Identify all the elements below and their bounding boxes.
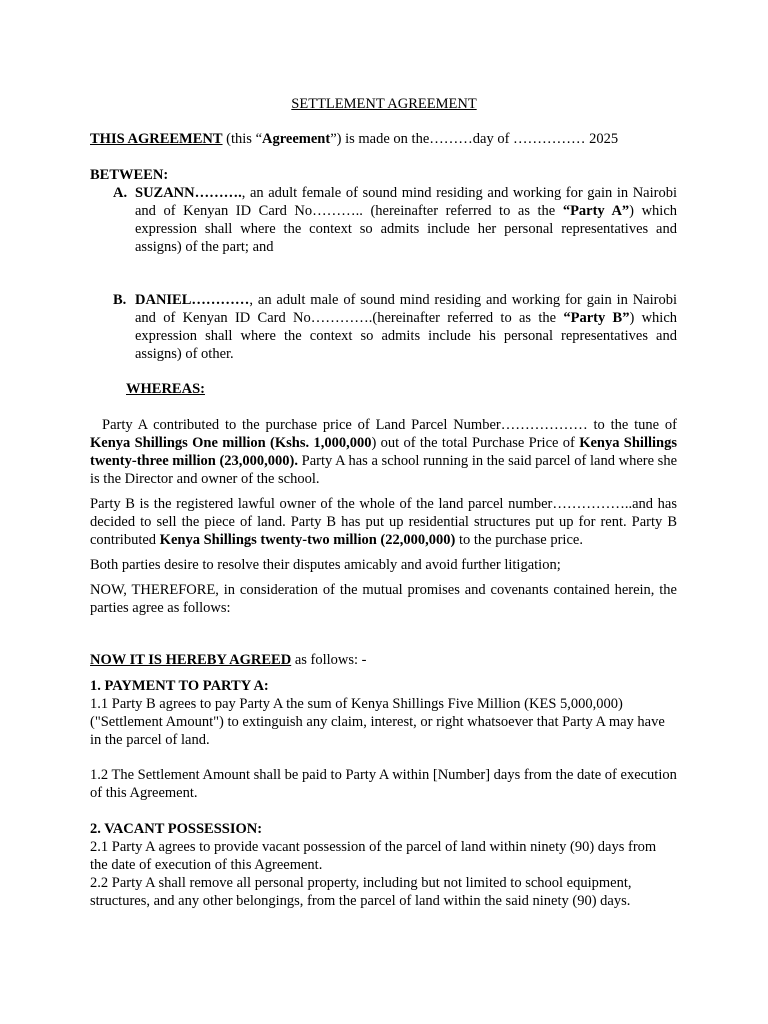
whereas-1-bold-1: Kenya Shillings One million (Kshs. 1,000,000 [90, 435, 372, 451]
clause-1-2: 1.2 The Settlement Amount shall be paid to Party A within [Number] days from the date of execution of this Agreement. [90, 767, 677, 801]
party-b-clause [113, 291, 677, 363]
party-a-clause [113, 184, 677, 256]
whereas-1-text-3: Party A has a school running in the said parcel of land where she is the Director and owner of the school. [90, 453, 678, 487]
party-b-desc-1: , an adult male of sound mind residing and working for gain in Nairobi and of Kenyan ID Card No………….(hereinafter referred to as the [135, 292, 677, 326]
intro-text-1: (this “ [222, 131, 263, 147]
clause-2-2: 2.2 Party A shall remove all personal property, including but not limited to school equipment, structures, and any other belongings, from the parcel of land within the said ninety (90) days. [90, 875, 632, 909]
party-a-desc-1: , an adult female of sound mind residing and working for gain in Nairobi and of Kenyan ID Card No……….. (hereinafter referred to as the [135, 185, 677, 219]
whereas-heading: WHEREAS: [126, 381, 205, 397]
party-a-text [135, 184, 677, 256]
party-b-label: “Party B” [563, 310, 630, 326]
intro-agreement-term: Agreement [262, 131, 331, 147]
intro-text-2: ”) is made on the………day of …………… 2025 [330, 131, 619, 147]
whereas-paragraph-4: NOW, THEREFORE, in consideration of the mutual promises and covenants contained herein, the parties agree as follows: [90, 582, 677, 616]
section-1-heading: 1. PAYMENT TO PARTY A: [90, 678, 269, 694]
whereas-2-text-2: to the purchase price. [455, 532, 583, 548]
whereas-paragraph-3: Both parties desire to resolve their disputes amicably and avoid further litigation; [90, 557, 561, 573]
intro-lead: THIS AGREEMENT [90, 131, 223, 147]
intro-paragraph [90, 130, 677, 148]
whereas-paragraph-1 [90, 416, 677, 488]
party-b-name: DANIEL………… [135, 292, 250, 308]
party-b-letter: B. [113, 292, 127, 308]
party-a-label: “Party A” [562, 203, 630, 219]
whereas-paragraph-2 [90, 495, 677, 549]
between-label: BETWEEN: [90, 167, 169, 183]
section-2-heading: 2. VACANT POSSESSION: [90, 821, 263, 837]
whereas-2-text-1: Party B is the registered lawful owner of the whole of the land parcel number……………..and has decided to sell the piece of land. Party B has put up residential structures put up for rent. Party B contributed [90, 496, 677, 548]
party-b-desc-2: ) which expression shall where the context so admits include his personal representatives and assigns) of other. [135, 310, 678, 362]
agreed-rest: as follows: - [291, 652, 367, 668]
clause-1-1: 1.1 Party B agrees to pay Party A the sum of Kenya Shillings Five Million (KES 5,000,000) ("Settlement Amount") to extinguish any claim, interest, or right whatsoever that Party A may have in the parcel of land. [90, 696, 665, 748]
whereas-2-bold: Kenya Shillings twenty-two million (22,000,000) [159, 532, 456, 548]
whereas-1-bold-2: Kenya Shillings twenty-three million (23,000,000). [90, 435, 677, 469]
agreed-heading [90, 651, 677, 669]
document-title: SETTLEMENT AGREEMENT [291, 96, 477, 112]
agreed-lead: NOW IT IS HEREBY AGREED [90, 652, 292, 668]
whereas-1-text-1: Party A contributed to the purchase price of Land Parcel Number……………… to the tune of [102, 417, 677, 433]
party-a-desc-2: ) which expression shall where the context so admits include her personal representatives and assigns) of the part; and [135, 203, 677, 255]
party-a-letter: A. [113, 185, 128, 201]
party-b-text [135, 291, 677, 363]
whereas-1-text-2: ) out of the total Purchase Price of [371, 435, 580, 451]
party-a-name: SUZANN………. [135, 185, 242, 201]
clause-2-1: 2.1 Party A agrees to provide vacant possession of the parcel of land within ninety (90) days from the date of execution of this Agreement. [90, 839, 657, 873]
